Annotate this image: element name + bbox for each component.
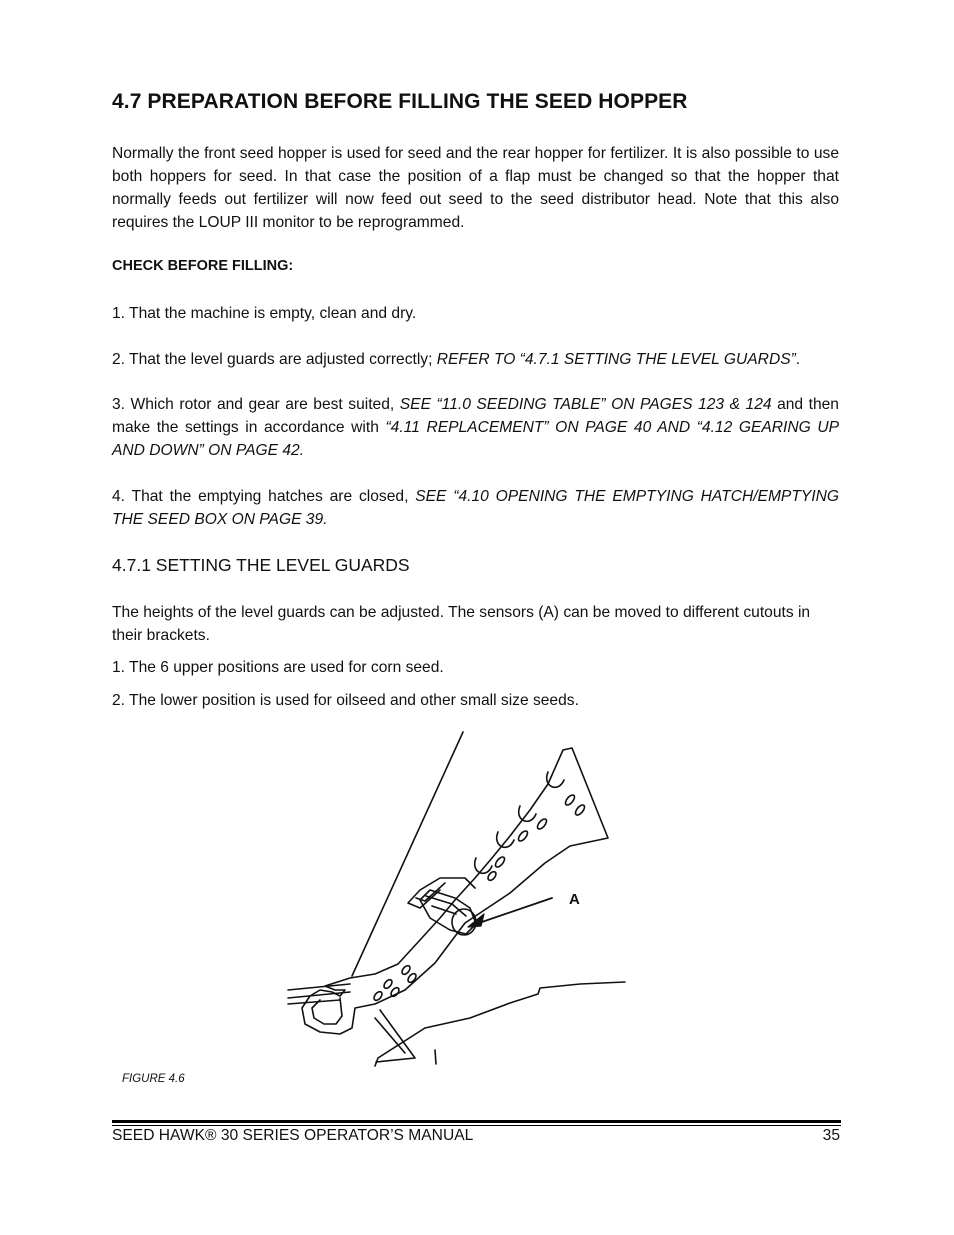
- check-item-2-end: .: [795, 351, 801, 368]
- section-intro-paragraph: Normally the front seed hopper is used for seed and the rear hopper for fertilizer. It is also possible to use both hoppers for seed. In that case the position of a flap must be changed so that the hopper that normally feeds out fertilizer will now feed out seed to the seed distributor head. Note that this also requires the LOUP III monitor to be reprogrammed.: [112, 145, 839, 231]
- check-item-4: [112, 485, 839, 531]
- subsection-heading: 4.7.1 SETTING THE LEVEL GUARDS: [112, 555, 410, 575]
- footer-rule-thick: [112, 1120, 841, 1123]
- footer-manual-title: SEED HAWK® 30 SERIES OPERATOR’S MANUAL: [112, 1127, 474, 1144]
- check-item-3: [112, 393, 839, 462]
- check-item-3-text: 3. Which rotor and gear are best suited,: [112, 396, 400, 413]
- check-item-2-reference: REFER TO “4.7.1 SETTING THE LEVEL GUARDS”: [436, 351, 796, 368]
- footer-page-number: 35: [822, 1127, 840, 1144]
- check-item-1: 1. That the machine is empty, clean and dry.: [112, 305, 417, 322]
- check-item-4-text: 4. That the emptying hatches are closed,: [112, 488, 416, 505]
- subsection-item-2: 2. The lower position is used for oilseed and other small size seeds.: [112, 692, 579, 709]
- section-heading: 4.7 PREPARATION BEFORE FILLING THE SEED HOPPER: [112, 90, 688, 113]
- check-before-filling-label: CHECK BEFORE FILLING:: [112, 258, 294, 274]
- check-item-2-text: 2. That the level guards are adjusted correctly;: [112, 351, 437, 368]
- footer-rule-thin: [112, 1125, 841, 1126]
- level-guard-bracket-illustration: [280, 728, 630, 1070]
- check-item-3-reference-replacement: “4.11 REPLACEMENT” ON PAGE 40 AND “4.12 GEARING UP AND DOWN” ON PAGE 42.: [112, 419, 840, 459]
- figure-caption: FIGURE 4.6: [122, 1073, 185, 1085]
- check-item-4-reference: SEE “4.10 OPENING THE EMPTYING HATCH/EMPTYING THE SEED BOX ON PAGE 39.: [112, 488, 839, 528]
- check-item-2: [112, 348, 800, 371]
- subsection-item-1: 1. The 6 upper positions are used for corn seed.: [112, 659, 444, 676]
- check-item-3-reference-seeding-table: SEE “11.0 SEEDING TABLE” ON PAGES 123 & 124: [399, 396, 772, 413]
- subsection-intro-paragraph: The heights of the level guards can be adjusted. The sensors (A) can be moved to different cutouts in their brackets.: [112, 604, 811, 644]
- callout-a-label: A: [569, 891, 580, 908]
- check-item-3-mid: and then make the settings in accordance with: [112, 396, 839, 436]
